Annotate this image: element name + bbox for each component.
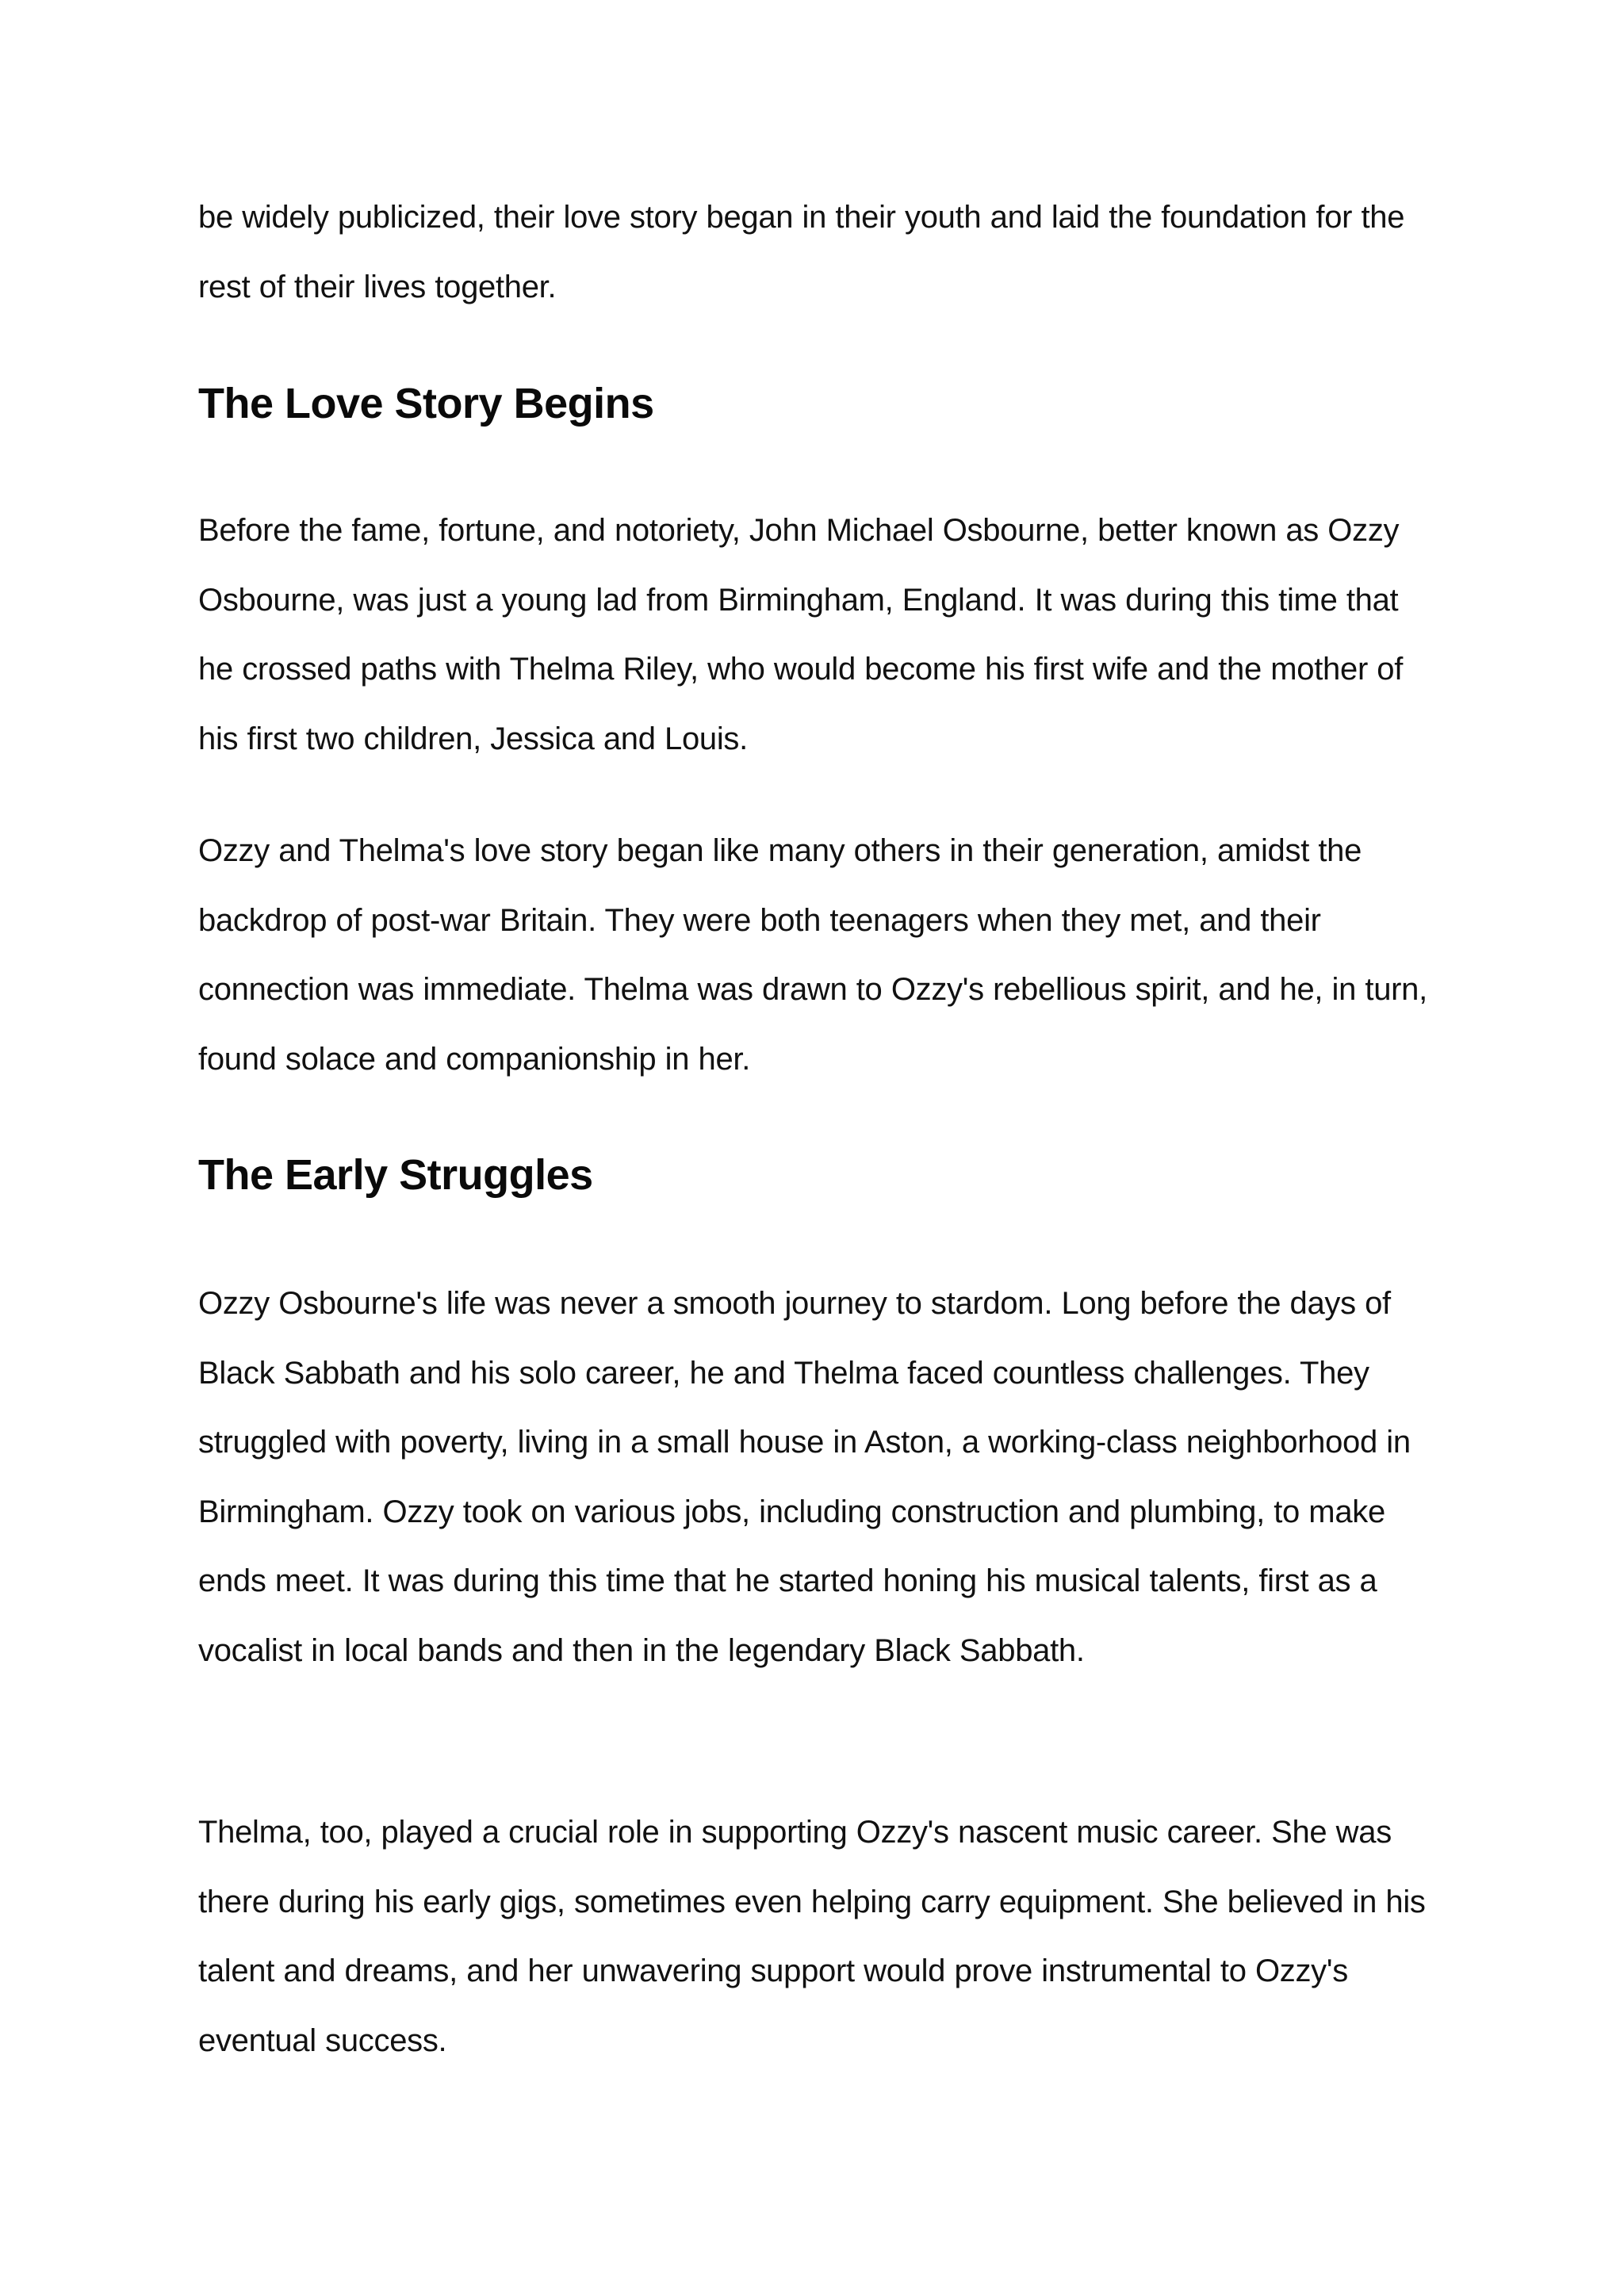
section-love-story-paragraph-2 xyxy=(198,817,1435,1094)
intro-paragraph-block xyxy=(198,183,1435,322)
section-love-story-paragraph-1 xyxy=(198,496,1435,774)
section-heading-love-story xyxy=(198,376,1435,431)
paragraph: Thelma, too, played a crucial role in supporting Ozzy's nascent music career. She was there during his early gigs, sometimes even helping carry equipment. She believed in his talent and dreams, and her unwavering support would prove instrumental to Ozzy's eventual success. xyxy=(198,1815,1426,2058)
intro-paragraph: be widely publicized, their love story began in their youth and laid the foundation for the rest of their lives together. xyxy=(198,200,1405,304)
section-early-struggles-paragraph-2 xyxy=(198,1798,1435,2076)
section-heading: The Early Struggles xyxy=(198,1151,593,1199)
paragraph: Ozzy Osbourne's life was never a smooth journey to stardom. Long before the days of Black Sabbath and his solo career, he and Thelma faced countless challenges. They struggled with poverty, living in a small house in Aston, a working-class neighborhood in Birmingham. Ozzy took on various jobs, including construction and plumbing, to make ends meet. It was during this time that he started honing his musical talents, first as a vocalist in local bands and then in the legendary Black Sabbath. xyxy=(198,1286,1411,1668)
section-heading: The Love Story Begins xyxy=(198,380,654,427)
section-heading-early-struggles xyxy=(198,1147,1435,1203)
paragraph: Ozzy and Thelma's love story began like many others in their generation, amidst the backdrop of post-war Britain. They were both teenagers when they met, and their connection was immediate. Thelma was drawn to Ozzy's rebellious spirit, and he, in turn, found solace and companionship in her. xyxy=(198,833,1427,1077)
section-early-struggles-paragraph-1 xyxy=(198,1269,1435,1686)
paragraph: Before the fame, fortune, and notoriety, John Michael Osbourne, better known as Ozzy Osbourne, was just a young lad from Birmingham, England. It was during this time that he crossed paths with Thelma Riley, who would become his first wife and the mother of his first two children, Jessica and Louis. xyxy=(198,513,1404,756)
